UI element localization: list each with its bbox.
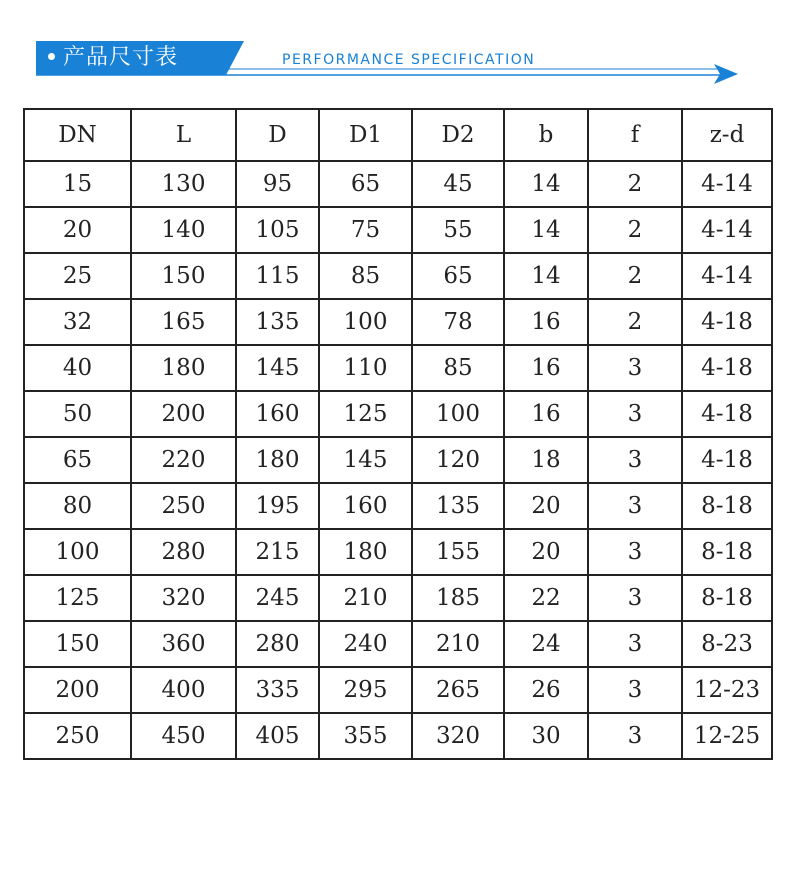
spec-table [23,108,773,760]
table-cell: 8-18 [682,483,772,529]
table-cell: 145 [236,345,319,391]
table-cell: 135 [412,483,504,529]
table-row [24,621,772,667]
table-row [24,391,772,437]
table-cell: 180 [131,345,236,391]
table-cell: 16 [504,391,588,437]
column-header: z-d [682,109,772,161]
table-cell: 14 [504,253,588,299]
table-cell: 335 [236,667,319,713]
table-cell: 160 [236,391,319,437]
bullet-icon [48,53,55,60]
table-row [24,575,772,621]
table-cell: 295 [319,667,412,713]
table-cell: 26 [504,667,588,713]
table-cell: 40 [24,345,131,391]
table-cell: 16 [504,345,588,391]
table-row [24,207,772,253]
table-cell: 105 [236,207,319,253]
table-cell: 45 [412,161,504,207]
table-cell: 12-23 [682,667,772,713]
table-cell: 245 [236,575,319,621]
table-cell: 110 [319,345,412,391]
table-cell: 4-18 [682,437,772,483]
table-cell: 135 [236,299,319,345]
table-cell: 3 [588,575,682,621]
table-cell: 20 [504,483,588,529]
table-row [24,161,772,207]
table-cell: 3 [588,529,682,575]
table-cell: 20 [504,529,588,575]
table-cell: 155 [412,529,504,575]
page-subtitle: PERFORMANCE SPECIFICATION [282,52,536,68]
table-cell: 85 [319,253,412,299]
table-cell: 4-14 [682,207,772,253]
table-cell: 165 [131,299,236,345]
table-cell: 360 [131,621,236,667]
table-cell: 405 [236,713,319,759]
table-cell: 3 [588,345,682,391]
table-cell: 250 [24,713,131,759]
table-cell: 14 [504,207,588,253]
table-cell: 55 [412,207,504,253]
table-cell: 2 [588,161,682,207]
table-cell: 125 [24,575,131,621]
table-cell: 120 [412,437,504,483]
table-cell: 4-18 [682,299,772,345]
table-cell: 12-25 [682,713,772,759]
table-row [24,667,772,713]
table-cell: 80 [24,483,131,529]
table-cell: 150 [24,621,131,667]
table-cell: 3 [588,437,682,483]
table-cell: 8-23 [682,621,772,667]
table-cell: 240 [319,621,412,667]
table-cell: 115 [236,253,319,299]
table-cell: 65 [319,161,412,207]
table-cell: 320 [412,713,504,759]
column-header: L [131,109,236,161]
table-cell: 16 [504,299,588,345]
table-cell: 4-18 [682,345,772,391]
table-cell: 355 [319,713,412,759]
table-cell: 78 [412,299,504,345]
table-cell: 100 [412,391,504,437]
table-cell: 15 [24,161,131,207]
page-title [36,41,226,75]
table-row [24,483,772,529]
table-cell: 210 [319,575,412,621]
table-row [24,299,772,345]
column-header: DN [24,109,131,161]
table-cell: 2 [588,253,682,299]
table-cell: 30 [504,713,588,759]
table-row [24,713,772,759]
table-cell: 75 [319,207,412,253]
table-cell: 32 [24,299,131,345]
table-cell: 85 [412,345,504,391]
table-cell: 180 [236,437,319,483]
table-cell: 65 [412,253,504,299]
table-cell: 3 [588,391,682,437]
table-cell: 65 [24,437,131,483]
column-header: D [236,109,319,161]
table-cell: 280 [131,529,236,575]
table-cell: 200 [131,391,236,437]
table-cell: 14 [504,161,588,207]
table-cell: 4-14 [682,161,772,207]
table-cell: 265 [412,667,504,713]
table-header-row [24,109,772,161]
table-cell: 130 [131,161,236,207]
table-cell: 3 [588,621,682,667]
table-cell: 250 [131,483,236,529]
table-cell: 24 [504,621,588,667]
table-cell: 18 [504,437,588,483]
column-header: f [588,109,682,161]
table-cell: 25 [24,253,131,299]
table-cell: 200 [24,667,131,713]
table-cell: 22 [504,575,588,621]
table-row [24,437,772,483]
table-cell: 145 [319,437,412,483]
table-body [24,161,772,759]
table-cell: 95 [236,161,319,207]
column-header: D2 [412,109,504,161]
table-cell: 100 [24,529,131,575]
table-cell: 3 [588,713,682,759]
table-cell: 100 [319,299,412,345]
table-cell: 215 [236,529,319,575]
table-cell: 160 [319,483,412,529]
section-header [0,0,790,100]
table-cell: 8-18 [682,575,772,621]
page-title-text: 产品尺寸表 [63,45,179,70]
table-cell: 125 [319,391,412,437]
table-row [24,253,772,299]
table-cell: 180 [319,529,412,575]
table-row [24,345,772,391]
table-cell: 150 [131,253,236,299]
table-cell: 50 [24,391,131,437]
table-cell: 195 [236,483,319,529]
table-cell: 20 [24,207,131,253]
table-cell: 220 [131,437,236,483]
table-cell: 280 [236,621,319,667]
table-cell: 4-18 [682,391,772,437]
table-row [24,529,772,575]
table-cell: 450 [131,713,236,759]
column-header: D1 [319,109,412,161]
table-cell: 210 [412,621,504,667]
table-cell: 320 [131,575,236,621]
table-cell: 2 [588,207,682,253]
table-cell: 3 [588,667,682,713]
table-cell: 8-18 [682,529,772,575]
table-cell: 400 [131,667,236,713]
table-cell: 140 [131,207,236,253]
table-cell: 185 [412,575,504,621]
table-cell: 3 [588,483,682,529]
column-header: b [504,109,588,161]
table-cell: 4-14 [682,253,772,299]
table-cell: 2 [588,299,682,345]
